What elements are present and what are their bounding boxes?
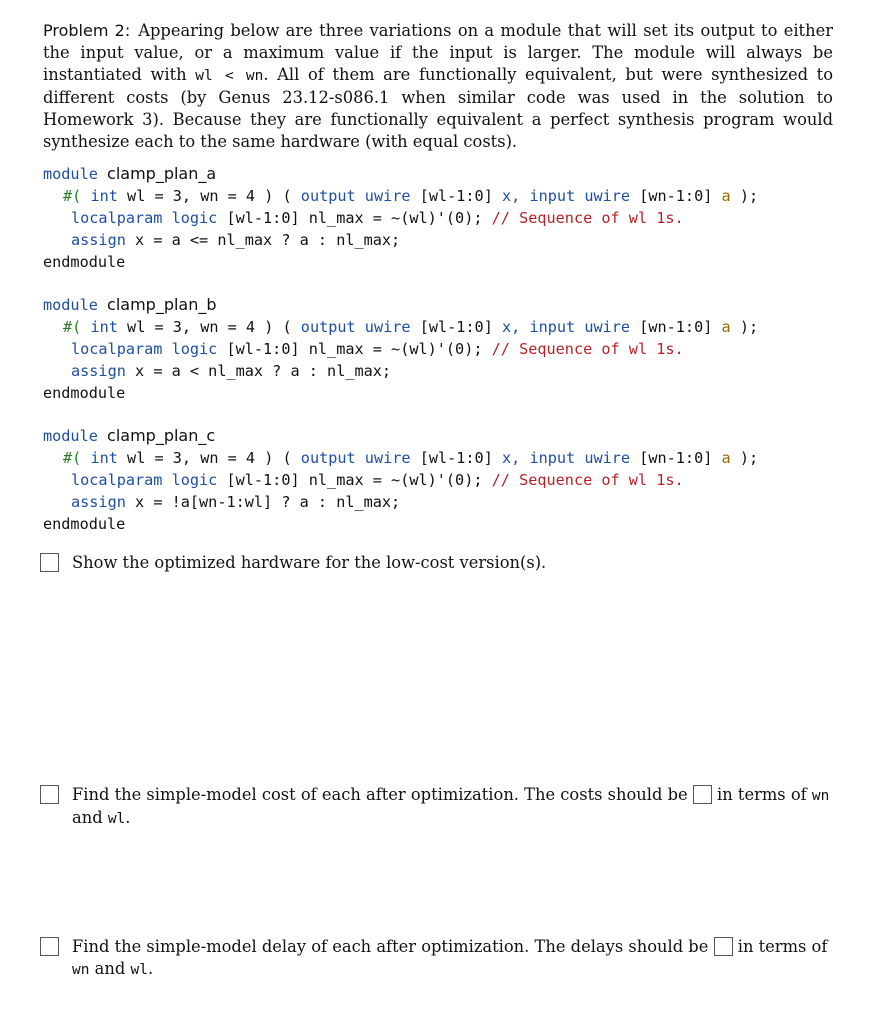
checkbox-q1[interactable] (40, 553, 59, 572)
intro-wl-wn: wl < wn (195, 68, 264, 84)
question-3 (40, 936, 840, 978)
module-name-b: clamp_plan_b (107, 295, 217, 314)
problem-label: Problem 2: (43, 21, 131, 40)
module-name-a: clamp_plan_a (107, 164, 217, 183)
checkbox-q2-inline[interactable] (693, 785, 712, 804)
question-1 (40, 552, 840, 574)
intro-text-1: Appearing below are three variations on a module that will set its output to either the input value, or a maximum value if the input is larger. The module will always be instantiated with (43, 21, 833, 84)
question-3-text: Find the simple-model delay of each after optimization. The delays should be in terms of wn and wl. (72, 937, 828, 978)
question-1-text: Show the optimized hardware for the low-cost version(s). (72, 553, 547, 572)
checkbox-q2[interactable] (40, 785, 59, 804)
question-2 (40, 784, 840, 827)
checkbox-q3[interactable] (40, 937, 59, 956)
problem-statement (43, 20, 833, 153)
module-name-c: clamp_plan_c (107, 426, 216, 445)
checkbox-q3-inline[interactable] (714, 937, 733, 956)
question-2-text: Find the simple-model cost of each after optimization. The costs should be in terms of wn and wl. (72, 785, 830, 827)
intro-text-2: . All of them are functionally equivalent, but were synthesized to different costs (by Genus 23.12-s086.1 when similar code was used in the solution to Homework 3). Because they are functionally equivalent a perfect synthesis program would synthesize each to the same hardware (with equal costs). (43, 65, 834, 151)
